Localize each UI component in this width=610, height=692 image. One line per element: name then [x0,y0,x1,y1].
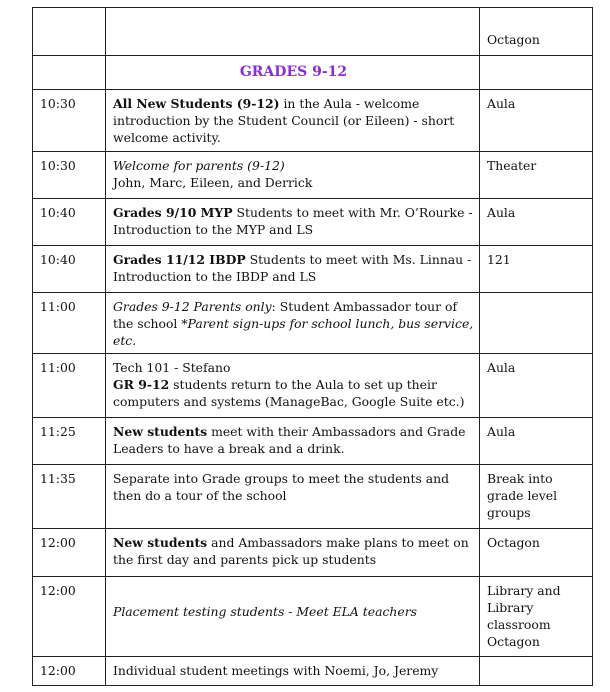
time-cell: 11:35 [33,465,106,529]
time-cell: 11:00 [33,293,106,354]
description-cell: Grades 11/12 IBDP Students to meet with Ms. Linnau - Introduction to the IBDP and LS [106,246,480,293]
time-cell: 11:25 [33,418,106,465]
table-row [33,577,593,657]
table-row [33,199,593,246]
description-cell: Separate into Grade groups to meet the students and then do a tour of the school [106,465,480,529]
time-cell: 12:00 [33,577,106,657]
time-cell: 10:40 [33,246,106,293]
location-cell: 121 [480,246,593,293]
location-cell: Octagon [480,8,593,56]
time-cell: 12:00 [33,657,106,686]
table-row [33,8,593,56]
location-cell: Octagon [480,529,593,577]
time-cell: 11:00 [33,354,106,418]
location-cell: Aula [480,90,593,152]
schedule-table [32,7,593,686]
description-cell: New students meet with their Ambassadors and Grade Leaders to have a break and a drink. [106,418,480,465]
description-cell: Grades 9/10 MYP Students to meet with Mr. O’Rourke - Introduction to the MYP and LS [106,199,480,246]
time-cell: 10:30 [33,90,106,152]
description-cell: New students and Ambassadors make plans to meet on the first day and parents pick up students [106,529,480,577]
description-cell: All New Students (9-12) in the Aula - welcome introduction by the Student Council (or Eileen) - short welcome activity. [106,90,480,152]
location-cell: Aula [480,199,593,246]
description-cell: Welcome for parents (9-12) John, Marc, Eileen, and Derrick [106,152,480,199]
table-row [33,418,593,465]
description-cell: Grades 9-12 Parents only: Student Ambassador tour of the school *Parent sign-ups for school lunch, bus service, etc. [106,293,480,354]
table-row [33,465,593,529]
time-cell: 12:00 [33,529,106,577]
table-row [33,529,593,577]
description-cell [106,8,480,56]
description-cell: Tech 101 - Stefano GR 9-12 students return to the Aula to set up their computers and systems (ManageBac, Google Suite etc.) [106,354,480,418]
location-cell: Library and Library classroom Octagon [480,577,593,657]
location-cell: Aula [480,354,593,418]
location-cell [480,657,593,686]
location-cell: Break into grade level groups [480,465,593,529]
table-row [33,657,593,686]
table-row [33,293,593,354]
location-cell: Theater [480,152,593,199]
table-row [33,246,593,293]
section-header: GRADES 9-12 [106,56,480,90]
description-cell: Individual student meetings with Noemi, Jo, Jeremy [106,657,480,686]
description-cell: Placement testing students - Meet ELA teachers [106,577,480,657]
table-row [33,90,593,152]
time-cell: 10:30 [33,152,106,199]
table-row [33,152,593,199]
table-row [33,354,593,418]
location-cell: Aula [480,418,593,465]
time-cell: 10:40 [33,199,106,246]
location-cell [480,293,593,354]
time-cell [33,8,106,56]
section-header-row [33,56,593,90]
